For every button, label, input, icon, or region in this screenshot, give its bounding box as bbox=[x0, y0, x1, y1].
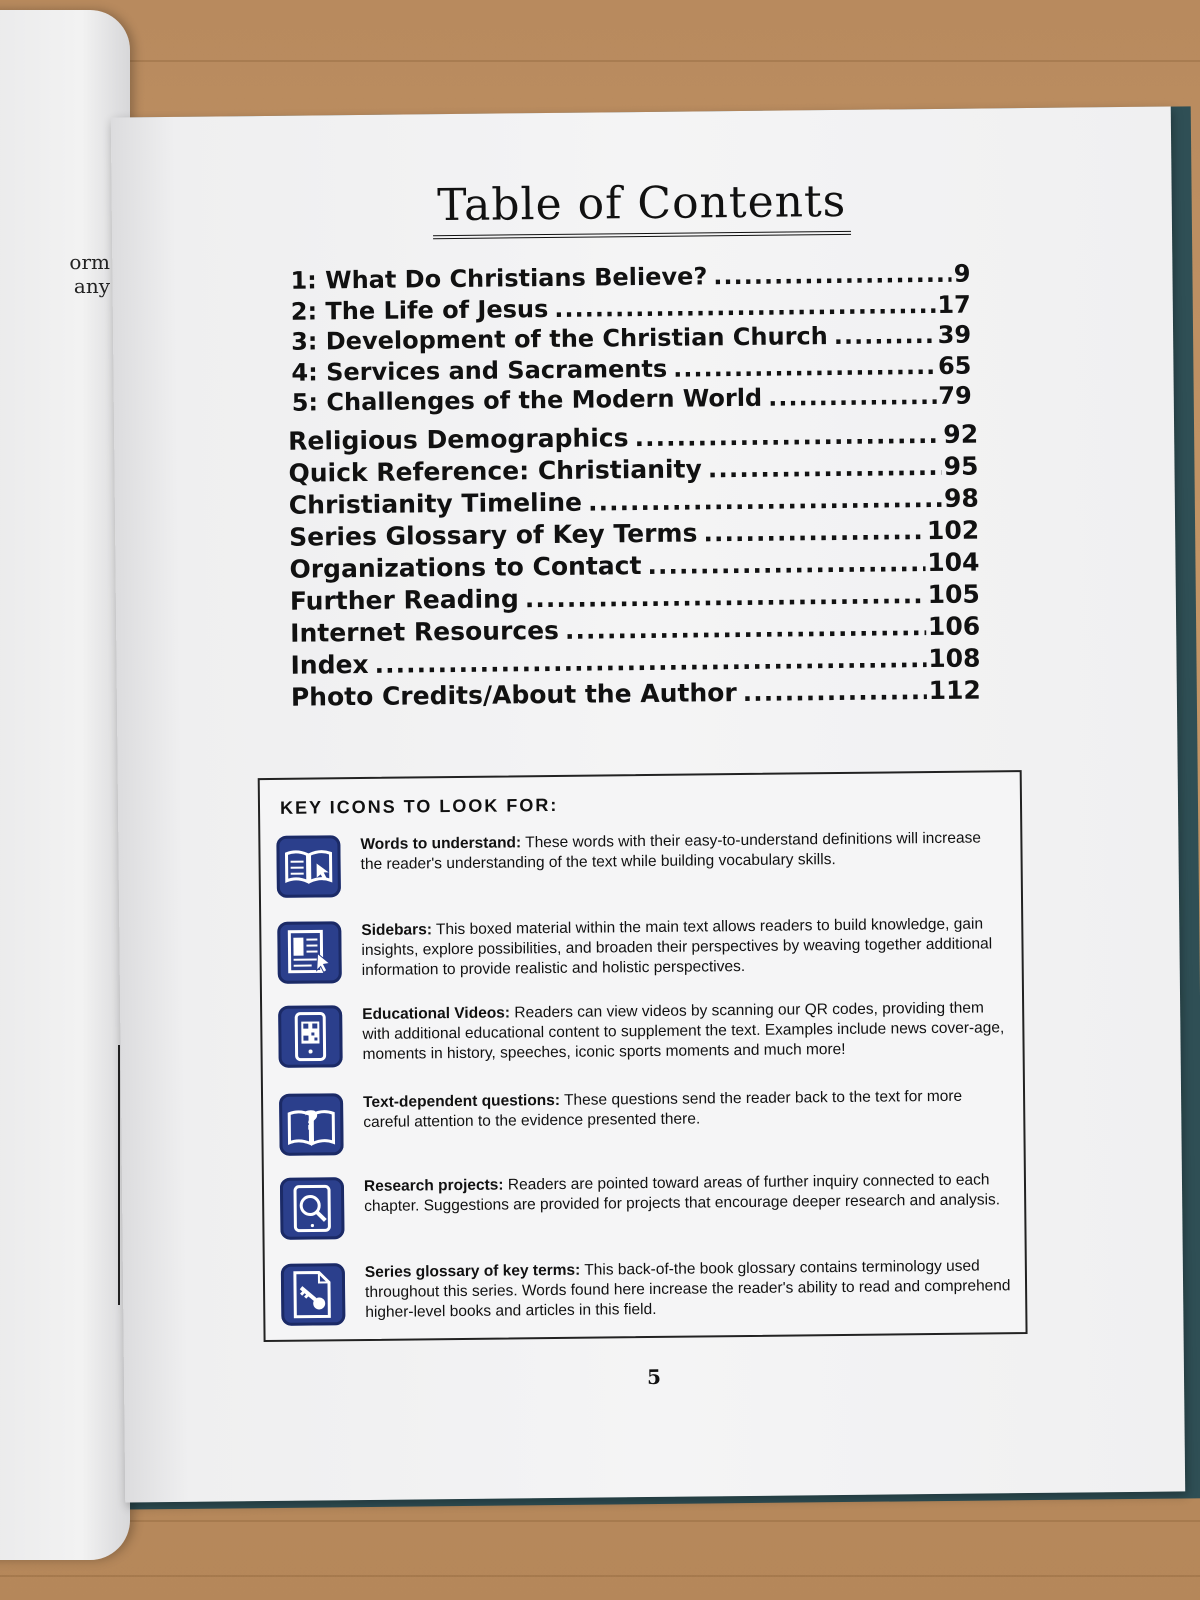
toc-entry: Quick Reference: Christianity ..... 95 bbox=[288, 451, 978, 490]
book-page bbox=[111, 106, 1185, 1502]
key-item-research-projects bbox=[280, 1170, 1011, 1240]
book-question-mark-icon bbox=[279, 1093, 344, 1156]
key-description: These words with their easy-to-understand definitions will increase the reader's understanding of the text while building vocabulary skills. bbox=[360, 829, 981, 874]
toc-entry: Christianity Timeline ..... 98 bbox=[289, 483, 979, 522]
key-item-series-glossary bbox=[281, 1256, 1012, 1326]
toc-entry: 3: Development of the Christian Church ..... 39 bbox=[291, 320, 971, 358]
left-page-text-fragment: any bbox=[73, 274, 110, 298]
toc-entry: Photo Credits/About the Author ..... 112 bbox=[291, 675, 981, 714]
toc-chapters bbox=[290, 259, 972, 419]
tablet-magnifier-icon bbox=[280, 1177, 345, 1240]
key-description: This boxed material within the main text allows readers to build knowledge, gain insights, explore possibilities, and broaden their perspectives by weaving together additional information to provide realistic and holistic perspectives. bbox=[361, 915, 993, 980]
toc-entry: 5: Challenges of the Modern World ..... 79 bbox=[292, 381, 972, 419]
document-key-icon bbox=[281, 1263, 346, 1326]
key-item-text-dependent-questions bbox=[279, 1086, 1010, 1156]
key-icons-heading: KEY ICONS TO LOOK FOR: bbox=[279, 794, 559, 818]
toc-entry: Internet Resources ..... 106 bbox=[290, 611, 980, 650]
svg-text:?: ? bbox=[303, 1106, 320, 1137]
left-page bbox=[0, 10, 130, 1560]
key-term: Words to understand: bbox=[360, 834, 522, 854]
toc-entry: Series Glossary of Key Terms ..... 102 bbox=[289, 515, 979, 554]
toc-entry: Organizations to Contact ..... 104 bbox=[289, 547, 979, 586]
tablet-qr-code-icon bbox=[278, 1005, 343, 1068]
page-number: 5 bbox=[646, 1364, 662, 1390]
toc-entry: Index ..... 108 bbox=[290, 643, 980, 682]
toc-entry: Further Reading ..... 105 bbox=[290, 579, 980, 618]
open-book-pointer-icon bbox=[276, 835, 341, 898]
key-term: Research projects: bbox=[363, 1176, 504, 1195]
key-description: These questions send the reader back to the text for more careful attention to the evidence presented there. bbox=[363, 1087, 963, 1131]
key-item-words-to-understand bbox=[276, 828, 1007, 898]
key-term: Educational Videos: bbox=[362, 1004, 511, 1024]
toc-entry: 1: What Do Christians Believe? ..... 9 bbox=[290, 259, 970, 297]
key-item-educational-videos bbox=[278, 998, 1009, 1068]
toc-entry: Religious Demographics ..... 92 bbox=[288, 419, 978, 458]
key-item-sidebars bbox=[277, 914, 1008, 984]
key-term: Text-dependent questions: bbox=[363, 1091, 561, 1111]
toc-entry: 4: Services and Sacraments ..... 65 bbox=[291, 350, 971, 388]
page-title: Table of Contents bbox=[111, 172, 1172, 242]
left-page-text-fragment: orm bbox=[69, 250, 110, 274]
key-description: This back-of-the book glossary contains terminology used throughout this series. Words found here increase the reader's ability to read and comprehend higher-level books and articles in this field. bbox=[365, 1257, 1011, 1321]
key-term: Series glossary of key terms: bbox=[364, 1261, 581, 1281]
sidebar-document-cursor-icon bbox=[277, 921, 342, 984]
toc-back-matter bbox=[288, 419, 981, 714]
key-term: Sidebars: bbox=[361, 921, 433, 940]
toc-entry: 2: The Life of Jesus ..... 17 bbox=[291, 289, 971, 327]
key-icons-box bbox=[258, 770, 1028, 1342]
key-description: Readers are pointed toward areas of further inquiry connected to each chapter. Suggestions are provided for projects that encourage deeper research and analysis. bbox=[364, 1171, 1001, 1215]
left-page-rule bbox=[118, 1045, 120, 1305]
key-description: Readers can view videos by scanning our QR codes, providing them with additional educational content to supplement the text. Examples include news cover-age, moments in history, speeches, iconic sports moments and much more! bbox=[362, 999, 1005, 1064]
